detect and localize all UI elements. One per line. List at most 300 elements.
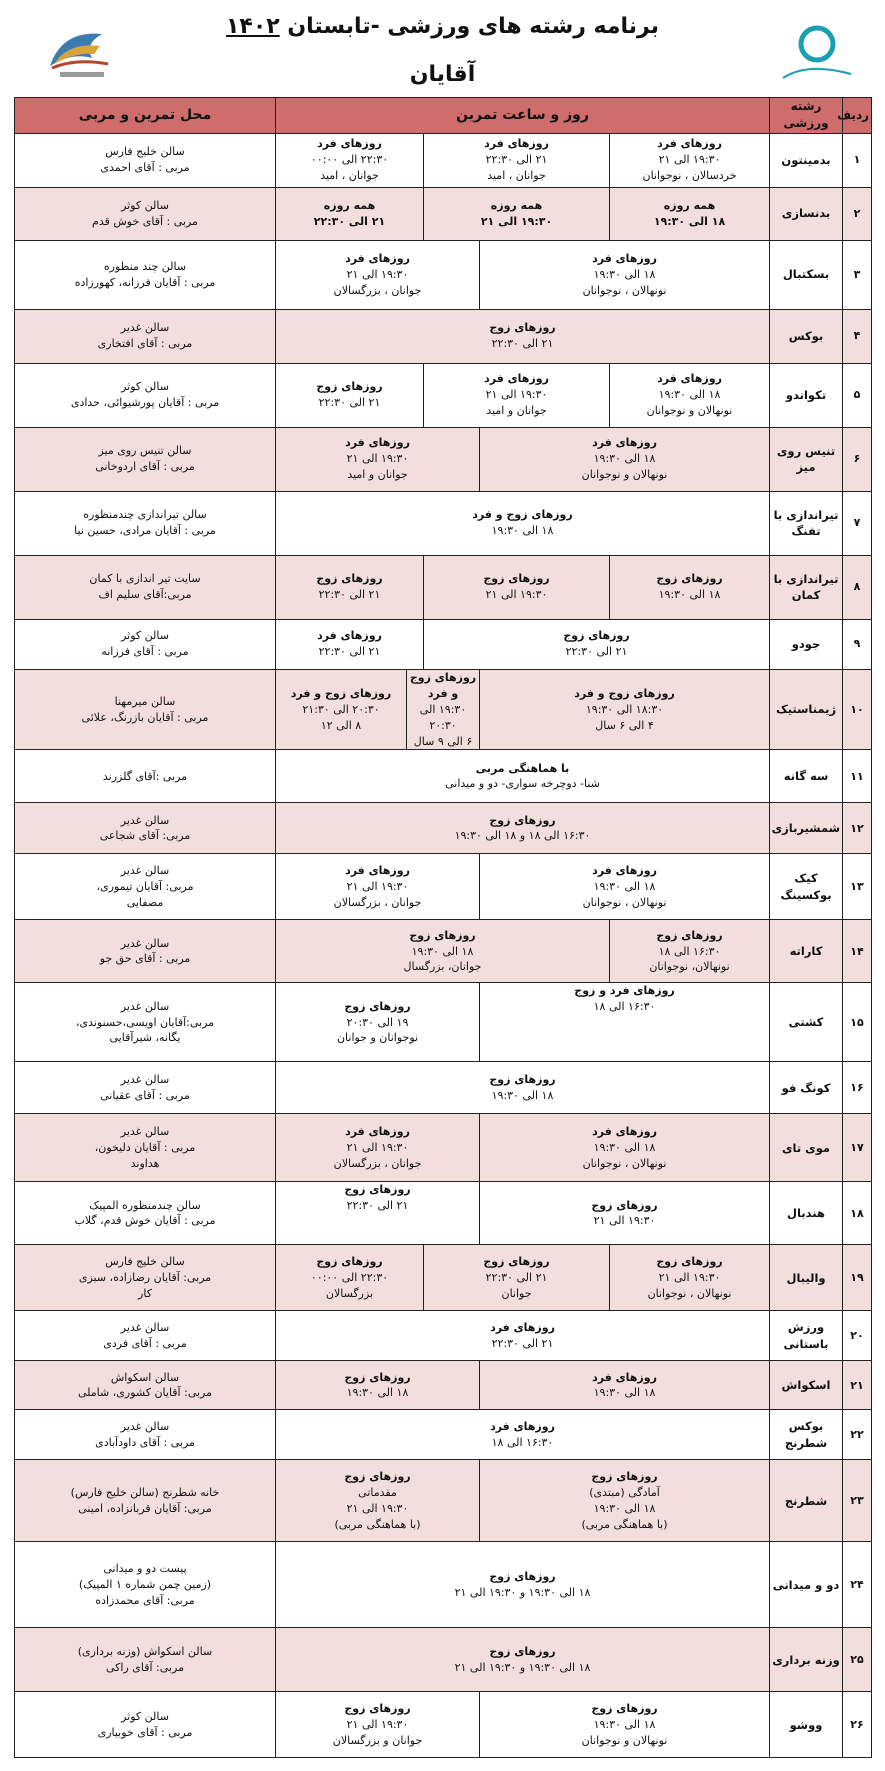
schedule-line: ۱۸ الی ۱۹:۳۰: [346, 1386, 409, 1400]
location-coach: [15, 1692, 276, 1758]
location-line: سالن غدیر: [120, 864, 170, 878]
location-line: مربی: آقایان تیموری،: [96, 880, 194, 893]
schedule-cell: [276, 1062, 770, 1114]
table-row: [15, 240, 872, 309]
schedule-line: (با هماهنگی مربی): [334, 1517, 421, 1531]
schedule-cell: [424, 1245, 610, 1311]
location-coach: [15, 983, 276, 1062]
schedule-table: [14, 97, 872, 1758]
schedule-line: نونهالان ، نوجوانان: [582, 283, 667, 297]
sport-name: بدنسازی: [770, 187, 843, 240]
location-coach: [15, 1628, 276, 1692]
table-row: [15, 669, 872, 750]
location-line: هداوند: [130, 1156, 160, 1170]
location-line: مصفایی: [126, 895, 164, 909]
row-number: ۱۶: [843, 1062, 872, 1114]
location-line: سالن کوثر: [121, 629, 169, 643]
sport-name: اسکواش: [770, 1361, 843, 1410]
table-row: [15, 555, 872, 619]
schedule-line: ۲۰:۳۰ الی ۲۱:۳۰: [302, 702, 380, 716]
location-line: سالن اسکواش (وزنه برداری): [77, 1645, 213, 1659]
schedule-line: روزهای زوج: [489, 321, 556, 335]
schedule-cell: [276, 1692, 480, 1758]
location-coach: [15, 187, 276, 240]
schedule-line: ۶ الی ۹ سال: [413, 734, 473, 748]
schedule-cell: [276, 555, 424, 619]
schedule-line: ۱۸ الی ۱۹:۳۰: [411, 944, 474, 958]
schedule-line: روزهای زوج: [316, 380, 383, 394]
table-row: [15, 1361, 872, 1410]
table-row: [15, 854, 872, 920]
sport-name: دو و میدانی: [770, 1542, 843, 1628]
title-year: ۱۴۰۲: [226, 14, 280, 39]
location-coach: [15, 1361, 276, 1410]
schedule-cell: [480, 427, 770, 491]
row-number: ۲۵: [843, 1628, 872, 1692]
schedule-line: روزهای فرد: [345, 251, 410, 265]
row-number: ۱۳: [843, 854, 872, 920]
schedule-line: ۱۸ الی ۱۹:۳۰: [593, 1141, 656, 1154]
schedule-line: ۱۹:۳۰ الی ۲۱: [346, 1718, 409, 1731]
row-number: ۵: [843, 363, 872, 427]
table-row: [15, 1245, 872, 1311]
location-line: سالن کوثر: [121, 198, 169, 212]
schedule-cell: [276, 803, 770, 854]
schedule-line: ۱۸ الی ۱۹:۳۰ و ۱۹:۳۰ الی ۲۱: [454, 1660, 591, 1674]
table-row: [15, 1410, 872, 1460]
schedule-line: ۱۸:۳۰ الی ۱۹:۳۰: [585, 702, 664, 716]
table-row: [15, 1062, 872, 1114]
schedule-cell: [276, 1542, 770, 1628]
sport-name: کیک بوکسینگ: [770, 854, 843, 920]
page-title: برنامه رشته های ورزشی -تابستان ۱۴۰۲: [226, 14, 659, 39]
schedule-line: روزهای زوج: [489, 1570, 556, 1584]
sport-name: جودو: [770, 619, 843, 669]
schedule-line: ۲۱ الی ۲۲:۳۰: [346, 1199, 409, 1213]
schedule-line: ۱۹:۳۰ الی ۲۱: [346, 880, 409, 893]
row-number: ۱۵: [843, 983, 872, 1062]
schedule-line: ۱۶:۳۰ الی ۱۸: [658, 944, 721, 958]
schedule-cell: [480, 669, 770, 750]
location-line: مربی:آقایان اویسی،حسنوندی،: [75, 1015, 215, 1029]
schedule-line: با هماهنگی مربی: [475, 761, 570, 775]
sport-name: موی تای: [770, 1114, 843, 1182]
location-line: سالن خلیج فارس: [105, 145, 185, 159]
location-line: سالن اسکواش: [110, 1370, 180, 1384]
location-coach: [15, 1062, 276, 1114]
location-coach: [15, 309, 276, 363]
schedule-line: نونهالان ، نوجوانان: [582, 1156, 667, 1170]
schedule-cell: [480, 1460, 770, 1542]
location-line: سالن کوثر: [121, 380, 169, 394]
location-line: مربی : آقای فردی: [103, 1336, 187, 1350]
table-row: [15, 133, 872, 187]
schedule-line: روزهای فرد: [484, 137, 549, 151]
schedule-line: ۱۸ الی ۱۹:۳۰: [593, 1386, 656, 1400]
schedule-line: ۲۱ الی ۲۲:۳۰: [313, 214, 386, 228]
schedule-line: ۱۸ الی ۱۹:۳۰: [491, 1088, 554, 1102]
schedule-cell: [276, 491, 770, 555]
schedule-cell: [610, 1245, 770, 1311]
header-location: محل تمرین و مربی: [15, 98, 276, 134]
schedule-line: روزهای فرد: [657, 137, 722, 151]
schedule-line: جوانان ، امید: [320, 169, 379, 183]
location-line: سالن غدیر: [120, 1420, 170, 1434]
schedule-cell: [276, 427, 480, 491]
schedule-line: روزهای زوج: [344, 999, 411, 1013]
schedule-cell: [276, 1114, 480, 1182]
location-line: مربی : آقای اردوخانی: [95, 460, 195, 474]
sport-name: ورزش باستانی: [770, 1311, 843, 1361]
location-line: مربی: آقای شجاعی: [99, 829, 191, 843]
schedule-line: ۲۱ الی ۲۲:۳۰: [318, 396, 381, 410]
table-row: [15, 1692, 872, 1758]
schedule-line: روزهای فرد: [345, 1125, 410, 1139]
schedule-cell: [480, 1114, 770, 1182]
schedule-line: ۱۹ الی ۲۰:۳۰: [346, 1015, 409, 1029]
sport-name: کونگ فو: [770, 1062, 843, 1114]
schedule-line: ۲۱ الی ۲۲:۳۰: [485, 1271, 548, 1284]
location-line: مربی: آقایان رضازاده، سبزی: [78, 1271, 212, 1284]
location-coach: [15, 854, 276, 920]
location-line: مربی :آقای گلزرند: [102, 769, 188, 783]
schedule-cell: [480, 854, 770, 920]
location-line: سالن کوثر: [121, 1710, 169, 1724]
location-line: مربی : آقای حق جو: [99, 952, 191, 966]
schedule-cell: [610, 555, 770, 619]
location-line: سالن تیراندازی چندمنظوره: [83, 508, 207, 522]
schedule-cell: [276, 1410, 770, 1460]
schedule-cell: [480, 240, 770, 309]
location-line: مربی : آقای داودآبادی: [95, 1435, 195, 1449]
schedule-line: روزهای زوج و فرد: [472, 508, 573, 522]
row-number: ۱۷: [843, 1114, 872, 1182]
schedule-cell: [610, 187, 770, 240]
schedule-line: روزهای فرد و زوج: [574, 984, 675, 998]
schedule-line: نونهالان ، نوجوانان: [582, 895, 667, 909]
schedule-line: روزهای فرد: [657, 372, 722, 386]
sport-name: سه گانه: [770, 750, 843, 803]
schedule-cell: [610, 920, 770, 983]
schedule-cell: [424, 187, 610, 240]
location-coach: [15, 750, 276, 803]
table-row: [15, 1628, 872, 1692]
schedule-line: همه روزه: [323, 198, 376, 212]
schedule-line: ۱۹:۳۰ الی ۲۱: [485, 388, 548, 402]
page-header: [0, 0, 885, 97]
schedule-line: روزهای زوج: [563, 629, 630, 643]
location-line: مربی : آقایان بازرنگ، علائی: [81, 710, 209, 724]
location-line: سالن چندمنظوره المپیک: [89, 1198, 201, 1212]
schedule-line: روزهای فرد: [592, 1125, 657, 1139]
schedule-line: ۱۹:۳۰ الی ۲۱: [485, 588, 548, 602]
row-number: ۷: [843, 491, 872, 555]
schedule-line: ۱۸ الی ۱۹:۳۰: [491, 524, 554, 538]
location-line: مربی : آقای افتخاری: [97, 337, 193, 351]
schedule-line: روزهای زوج: [489, 1645, 556, 1659]
schedule-line: ۲۱ الی ۲۲:۳۰: [565, 645, 628, 659]
location-line: مربی: آقای محمدزاده: [95, 1593, 195, 1607]
schedule-line: نوجوانان و جوانان: [336, 1031, 419, 1045]
table-row: [15, 1542, 872, 1628]
sport-name: بسکتبال: [770, 240, 843, 309]
location-coach: [15, 1410, 276, 1460]
location-coach: [15, 427, 276, 491]
schedule-line: آمادگی (مبتدی): [589, 1486, 660, 1500]
schedule-line: روزهای زوج: [344, 1183, 411, 1197]
schedule-line: ۱۸ الی ۱۹:۳۰: [593, 267, 656, 281]
schedule-line: نونهالان و نوجوانان: [581, 468, 668, 482]
schedule-line: خردسالان ، نوجوانان: [642, 169, 737, 183]
schedule-cell: [276, 1245, 424, 1311]
schedule-line: ۱۹:۳۰ الی ۲۱: [658, 153, 721, 167]
location-line: سالن غدیر: [120, 1125, 170, 1139]
schedule-line: جوانان و امید: [486, 404, 547, 418]
location-line: پیست دو و میدانی: [103, 1562, 187, 1576]
schedule-line: روزهای زوج: [316, 1255, 383, 1269]
location-coach: [15, 1182, 276, 1245]
schedule-line: روزهای زوج: [316, 572, 383, 586]
schedule-line: روزهای زوج: [591, 1470, 658, 1484]
schedule-cell: [610, 133, 770, 187]
header-schedule: روز و ساعت تمرین: [276, 98, 770, 134]
location-line: کار: [138, 1286, 152, 1300]
row-number: ۲۲: [843, 1410, 872, 1460]
schedule-line: روزهای زوج: [656, 928, 723, 942]
location-line: سالن غدیر: [120, 936, 170, 950]
schedule-line: ۲۱ الی ۲۲:۳۰: [491, 1336, 554, 1350]
schedule-line: نونهالان ، نوجوانان: [647, 1286, 732, 1300]
sport-name: کشتی: [770, 983, 843, 1062]
schedule-cell: [276, 1628, 770, 1692]
row-number: ۹: [843, 619, 872, 669]
schedule-line: جوانان ، بزرگسالان: [333, 1156, 422, 1170]
location-line: مربی : آقای خوبیاری: [97, 1725, 193, 1739]
location-coach: [15, 803, 276, 854]
schedule-line: ۱۶:۳۰ الی ۱۸: [491, 1435, 554, 1449]
schedule-line: ۸ الی ۱۲: [320, 718, 362, 732]
table-row: [15, 750, 872, 803]
location-line: سالن خلیج فارس: [105, 1255, 185, 1269]
sport-name: شمشیربازی: [770, 803, 843, 854]
row-number: ۸: [843, 555, 872, 619]
sport-name: کاراته: [770, 920, 843, 983]
location-line: سالن تنیس روی میز: [98, 444, 192, 458]
schedule-cell: [276, 1460, 480, 1542]
schedule-line: روزهای زوج: [344, 1470, 411, 1484]
schedule-cell: [407, 669, 480, 750]
header-sport: رشته ورزشی: [770, 98, 843, 134]
schedule-line: (با هماهنگی مربی): [581, 1517, 668, 1531]
sport-name: تکواندو: [770, 363, 843, 427]
location-line: سالن غدیر: [120, 999, 170, 1013]
location-line: مربی : آقایان دلیخون،: [94, 1141, 196, 1154]
schedule-cell: [276, 1361, 480, 1410]
row-number: ۲۳: [843, 1460, 872, 1542]
schedule-line: نونهالان و نوجوانان: [581, 1733, 668, 1747]
table-row: [15, 920, 872, 983]
table-row: [15, 983, 872, 1062]
schedule-line: روزهای زوج: [483, 572, 550, 586]
schedule-cell: [276, 240, 480, 309]
row-number: ۶: [843, 427, 872, 491]
sport-name: والیبال: [770, 1245, 843, 1311]
table-row: [15, 1182, 872, 1245]
schedule-line: همه روزه: [663, 198, 716, 212]
schedule-line: روزهای زوج و فرد: [290, 686, 392, 700]
location-line: سالن غدیر: [120, 321, 170, 335]
location-line: مربی : آقای خوش قدم: [92, 214, 198, 228]
schedule-cell: [480, 1361, 770, 1410]
location-coach: [15, 363, 276, 427]
schedule-line: ۱۹:۳۰ الی ۲۱: [593, 1214, 656, 1228]
schedule-line: روزهای فرد: [484, 372, 549, 386]
location-line: مربی : آقایان خوش قدم، گلاب: [74, 1214, 216, 1228]
table-body: [15, 133, 872, 1758]
schedule-line: ۱۹:۳۰ الی ۲۱: [346, 1501, 409, 1515]
schedule-cell: [424, 619, 770, 669]
location-coach: [15, 491, 276, 555]
sport-name: ژیمناستیک: [770, 669, 843, 750]
schedule-line: جوانان ، بزرگسالان: [333, 283, 422, 297]
schedule-cell: [610, 363, 770, 427]
schedule-line: روزهای فرد: [592, 436, 657, 450]
schedule-line: ۲۱ الی ۲۲:۳۰: [491, 337, 554, 351]
schedule-cell: [276, 1182, 480, 1245]
schedule-line: ۲۲:۳۰ الی ۰۰:۰۰: [310, 1271, 389, 1284]
schedule-line: شنا- دوچرخه سواری- دو و میدانی: [445, 777, 600, 791]
location-line: سالن غدیر: [120, 1321, 170, 1335]
schedule-line: روزهای زوج: [489, 813, 556, 827]
table-row: [15, 187, 872, 240]
schedule-line: ۲۱ الی ۲۲:۳۰: [485, 153, 548, 167]
schedule-line: روزهای زوج: [483, 1255, 550, 1269]
location-line: یگانه، شیرآقایی: [109, 1031, 181, 1045]
location-line: مربی: آقای راکی: [106, 1660, 184, 1674]
table-row: [15, 1311, 872, 1361]
schedule-line: ۱۹:۳۰ الی ۲۱: [346, 267, 409, 281]
schedule-cell: [276, 619, 424, 669]
schedule-line: روزهای زوج: [591, 1702, 658, 1716]
schedule-line: ۱۹:۳۰ الی ۲۱: [480, 214, 553, 228]
schedule-line: ۴ الی ۶ سال: [595, 718, 654, 732]
row-number: ۴: [843, 309, 872, 363]
row-number: ۲۴: [843, 1542, 872, 1628]
schedule-cell: [276, 669, 407, 750]
schedule-cell: [276, 983, 480, 1062]
schedule-cell: [424, 363, 610, 427]
location-coach: [15, 1245, 276, 1311]
location-line: مربی: آقایان کشوری، شاملی: [77, 1386, 213, 1400]
page-subtitle: آقایان: [409, 62, 476, 87]
location-coach: [15, 555, 276, 619]
location-coach: [15, 1311, 276, 1361]
location-line: مربی:آقای سلیم اف: [98, 588, 192, 602]
row-number: ۱۸: [843, 1182, 872, 1245]
sport-name: وزنه برداری: [770, 1628, 843, 1692]
schedule-line: ۱۸ الی ۱۹:۳۰: [658, 388, 721, 402]
location-coach: [15, 1542, 276, 1628]
location-coach: [15, 1460, 276, 1542]
sport-name: تنیس روی میز: [770, 427, 843, 491]
location-line: سالن غدیر: [120, 813, 170, 827]
schedule-line: ۱۸ الی ۱۹:۳۰: [593, 452, 656, 466]
sport-name: شطرنج: [770, 1460, 843, 1542]
schedule-line: روزهای فرد: [345, 864, 410, 878]
location-line: مربی : آقای احمدی: [100, 161, 190, 175]
schedule-cell: [480, 1692, 770, 1758]
row-number: ۱: [843, 133, 872, 187]
table-row: [15, 363, 872, 427]
location-line: (زمین چمن شماره ۱ المپیک): [78, 1578, 212, 1591]
schedule-cell: [480, 983, 770, 1062]
schedule-cell: [276, 133, 424, 187]
schedule-line: روزهای زوج: [656, 1255, 723, 1269]
schedule-line: روزهای زوج: [489, 1073, 556, 1087]
schedule-cell: [276, 854, 480, 920]
schedule-cell: [276, 920, 610, 983]
location-line: مربی : آقایان پورشیوائی، حدادی: [70, 396, 220, 410]
schedule-line: روزهای زوج: [344, 1702, 411, 1716]
location-line: مربی : آقایان فرزانه، کهورزاده: [74, 275, 216, 289]
schedule-cell: [424, 133, 610, 187]
table-header-row: [15, 98, 872, 134]
row-number: ۱۱: [843, 750, 872, 803]
schedule-line: نونهالان، نوجوانان: [649, 960, 730, 974]
sport-name: تیراندازی با کمان: [770, 555, 843, 619]
schedule-line: ۱۸ الی ۱۹:۳۰: [653, 214, 726, 228]
schedule-line: روزهای فرد: [592, 864, 657, 878]
location-coach: [15, 920, 276, 983]
schedule-line: مقدماتی: [358, 1486, 397, 1500]
row-number: ۱۹: [843, 1245, 872, 1311]
schedule-line: جوانان ، امید: [487, 169, 546, 183]
schedule-line: ۱۸ الی ۱۹:۳۰ و ۱۹:۳۰ الی ۲۱: [454, 1585, 591, 1599]
schedule-line: ۱۹:۳۰ الی ۲۱: [346, 452, 409, 466]
location-coach: [15, 1114, 276, 1182]
location-coach: [15, 619, 276, 669]
schedule-line: جوانان، بزرگسال: [403, 960, 482, 974]
row-number: ۱۰: [843, 669, 872, 750]
schedule-cell: [276, 187, 424, 240]
schedule-line: ۱۹:۳۰ الی ۲۱: [346, 1141, 409, 1154]
location-coach: [15, 669, 276, 750]
schedule-line: روزهای زوج: [591, 1198, 658, 1212]
sport-name: ووشو: [770, 1692, 843, 1758]
table-row: [15, 619, 872, 669]
table-row: [15, 309, 872, 363]
location-coach: [15, 240, 276, 309]
location-coach: [15, 133, 276, 187]
schedule-line: روزهای فرد: [490, 1321, 555, 1335]
location-line: سالن میرمهنا: [114, 694, 176, 708]
schedule-line: روزهای فرد: [592, 1370, 657, 1384]
schedule-line: روزهای زوج و فرد: [409, 670, 477, 700]
schedule-line: ۱۸ الی ۱۹:۳۰: [658, 588, 721, 602]
sport-name: هندبال: [770, 1182, 843, 1245]
schedule-line: روزهای زوج: [409, 928, 476, 942]
row-number: ۲۱: [843, 1361, 872, 1410]
schedule-line: جوانان و امید: [347, 468, 408, 482]
schedule-line: جوانان و بزرگسالان: [332, 1733, 423, 1747]
location-line: مربی : آقای عقیانی: [100, 1088, 190, 1102]
schedule-cell: [424, 555, 610, 619]
schedule-line: ۲۲:۳۰ الی ۰۰:۰۰: [310, 153, 389, 167]
row-number: ۱۴: [843, 920, 872, 983]
schedule-line: روزهای فرد: [317, 629, 382, 643]
schedule-line: ۱۸ الی ۱۹:۳۰: [593, 880, 656, 893]
schedule-line: روزهای زوج و فرد: [574, 686, 675, 700]
